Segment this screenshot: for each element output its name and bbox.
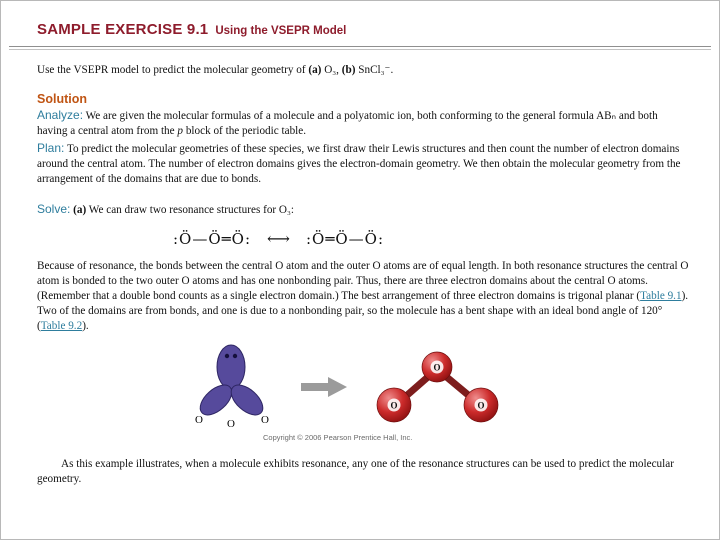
discussion-paragraph: Because of resonance, the bonds between the central O atom and the outer O atoms are of equal length. In both resonance structures the central O atom is bonded to the two outer O atoms and has one nonbonding pair. Thus, there are three electron domains about the central O atoms. (Remember that a double bond counts as a single electron domain.) The best arrangement of three electron domains is trigonal planar (Table 9.1). Two of the domains are from bonds, and one is due to a nonbonding pair, so the molecule has a bent shape with an ideal bond angle of 120° (Table 9.2). [37, 260, 689, 332]
lone-pair-dot [225, 354, 229, 358]
plan-paragraph: Plan: To predict the molecular geometries of these species, we first draw their Lewis structures and then count the number of electron domains around the central atom. The number of electron domains gives the electron-domain geometry. We then obtain the molecular geometry from the arrangement of the domains that are due to bonds. [37, 140, 681, 185]
lone-pair-lobe [217, 345, 245, 389]
solution-heading: Solution [37, 91, 87, 106]
oxygen-label: O [390, 400, 398, 411]
p-block-italic: p [177, 124, 184, 137]
oxygen-label: O [261, 413, 269, 426]
oxygen-label: O [433, 362, 441, 373]
table-9-2-link[interactable]: Table 9.2 [40, 319, 83, 332]
figure-row [189, 342, 719, 432]
solve-label: Solve: [37, 202, 71, 217]
closing-paragraph: As this example illustrates, when a molecule exhibits resonance, any one of the resonance structures can be used to predict the molecular geometry. [37, 457, 674, 485]
analyze-paragraph: Analyze: We are given the molecular formulas of a molecule and a polyatomic ion, both conforming to the general formula ABₙ and both having a central atom from the p block of the periodic table. [37, 107, 658, 137]
lone-pair-dot [233, 354, 237, 358]
oxygen-label: O [477, 400, 485, 411]
solve-paragraph: Solve: (a) We can draw two resonance structures for O₃: [37, 202, 295, 217]
table-9-1-link[interactable]: Table 9.1 [640, 290, 682, 303]
problem-text: Use the VSEPR model to predict the molecular geometry of [37, 64, 309, 76]
copyright-text: Copyright © 2006 Pearson Prentice Hall, Inc. [263, 432, 413, 442]
resonance-arrow-icon: ⟷ [267, 229, 290, 249]
problem-statement: Use the VSEPR model to predict the molecular geometry of (a) O₃, (b) SnCl₃⁻. [37, 64, 394, 76]
page-title [1, 1, 719, 39]
plan-label: Plan: [37, 140, 65, 155]
lewis-structures [173, 229, 719, 248]
arrow-right-icon [301, 376, 347, 398]
exercise-subtitle: Using the VSEPR Model [215, 25, 347, 37]
electron-domain-balloon-figure [189, 342, 281, 432]
part-b-label: (b) [341, 64, 356, 76]
oxygen-label: O [195, 413, 203, 426]
title-divider [9, 46, 711, 50]
ozone-ball-and-stick-model [367, 347, 509, 427]
analyze-label: Analyze: [37, 107, 84, 122]
lewis-structure-left: :Ö—Ö═Ö: [173, 229, 252, 248]
exercise-title: SAMPLE EXERCISE 9.1 [37, 21, 209, 38]
arrow-shape [301, 377, 347, 397]
part-a-label: (a) [308, 64, 322, 76]
solve-part-a-label: (a) [70, 204, 87, 217]
oxygen-label: O [227, 417, 235, 430]
lewis-structure-right: :Ö═Ö—Ö: [305, 229, 384, 248]
